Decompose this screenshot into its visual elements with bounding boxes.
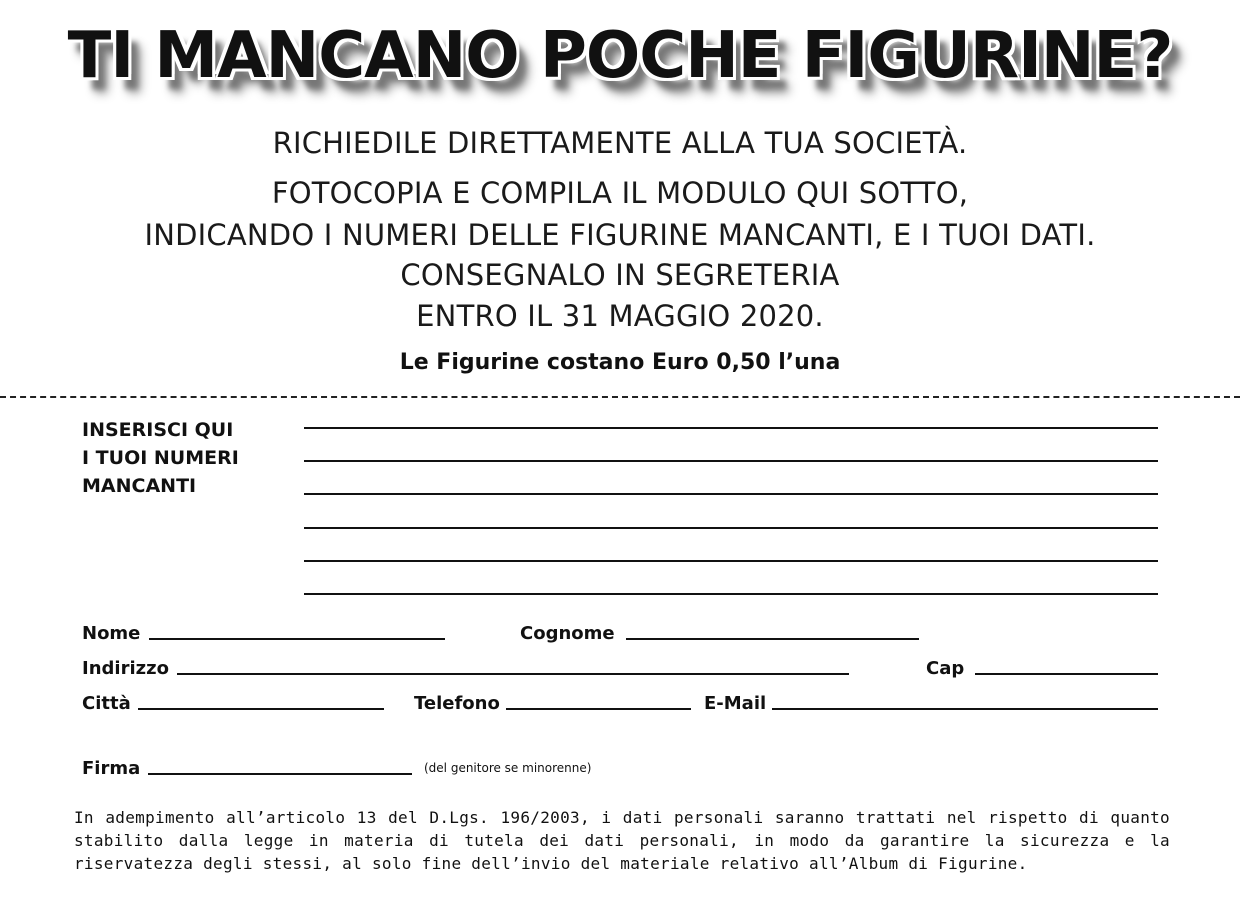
instruction-line-3: CONSEGNALO IN SEGRETERIA [400, 258, 840, 292]
missing-numbers-label-line-1: INSERISCI QUI [82, 419, 234, 441]
page-title: TI MANCANO POCHE FIGURINE? [67, 19, 1173, 93]
telefono-field[interactable] [506, 708, 691, 710]
firma-note: (del genitore se minorenne) [424, 761, 592, 775]
subtitle-request: RICHIEDILE DIRETTAMENTE ALLA TUA SOCIETÀ. [272, 126, 968, 160]
missing-numbers-line-3[interactable] [304, 493, 1158, 495]
missing-numbers-line-1[interactable] [304, 427, 1158, 429]
indirizzo-label: Indirizzo [82, 658, 169, 679]
missing-numbers-label-line-2: I TUOI NUMERI [82, 447, 239, 469]
instruction-line-1: FOTOCOPIA E COMPILA IL MODULO QUI SOTTO, [271, 176, 969, 210]
firma-field[interactable] [148, 773, 412, 775]
privacy-notice: In adempimento all’articolo 13 del D.Lgs. 196/2003, i dati personali saranno trattati nel rispetto di quanto stabilito dalla legge in materia di tutela dei dati personali, in modo da garantire la sicurezza e la riservatezza degli stessi, al solo fine dell’invio del materiale relativo all’Album di Figurine. [74, 808, 1170, 873]
telefono-label: Telefono [414, 693, 500, 714]
missing-numbers-line-6[interactable] [304, 593, 1158, 595]
cap-label: Cap [926, 658, 965, 679]
email-label: E-Mail [704, 693, 767, 714]
missing-numbers-label-line-3: MANCANTI [82, 475, 197, 497]
cognome-label: Cognome [520, 623, 615, 644]
firma-label: Firma [82, 758, 141, 779]
missing-numbers-line-2[interactable] [304, 460, 1158, 462]
cap-field[interactable] [975, 673, 1158, 675]
deadline-line: ENTRO IL 31 MAGGIO 2020. [416, 299, 824, 333]
cut-line [0, 396, 1240, 398]
nome-label: Nome [82, 623, 141, 644]
cognome-field[interactable] [626, 638, 919, 640]
missing-numbers-label [82, 416, 239, 500]
citta-label: Città [82, 693, 131, 714]
instruction-line-2: INDICANDO I NUMERI DELLE FIGURINE MANCANTI, E I TUOI DATI. [144, 218, 1096, 252]
indirizzo-field[interactable] [177, 673, 849, 675]
email-field[interactable] [772, 708, 1158, 710]
missing-numbers-line-5[interactable] [304, 560, 1158, 562]
missing-numbers-line-4[interactable] [304, 527, 1158, 529]
nome-field[interactable] [149, 638, 445, 640]
price-note: Le Figurine costano Euro 0,50 l’una [399, 350, 841, 375]
citta-field[interactable] [138, 708, 384, 710]
